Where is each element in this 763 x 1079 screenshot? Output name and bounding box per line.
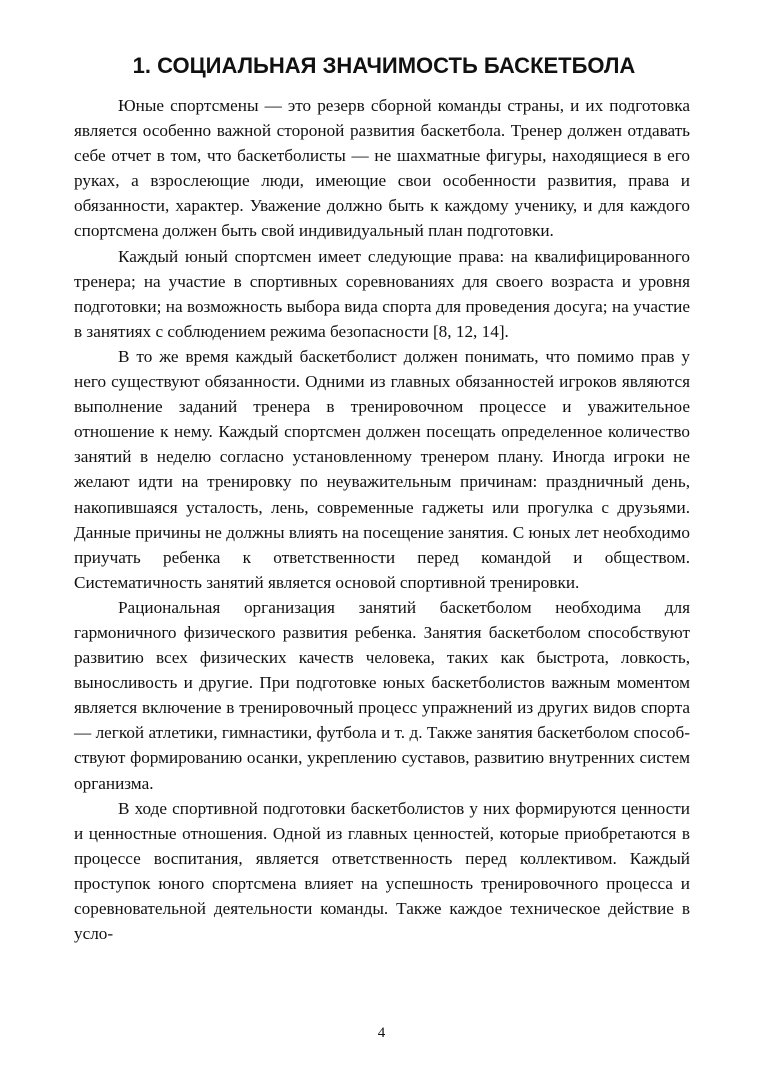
page-number: 4	[377, 1025, 386, 1041]
body-text	[74, 93, 690, 946]
paragraph-1: Юные спортсмены — это резерв сборной команды страны, и их подготовка является особенно важной стороной развития баскетбола. Тренер должен отдавать себе отчет в том, что баскетболисты — не шахматные фигуры, находящиеся в его руках, а взрослеющие люди, имеющие свои особенности развития, права и обязанности, характер. Уважение должно быть к каждому ученику, и для каждого спортсмена должен быть свой индивидуальный план подготовки.	[74, 96, 690, 241]
paragraph-4: Рациональная организация занятий баскетболом необходима для гармоничного физического развития ребенка. Занятия баскетболом способствуют развитию всех физических качеств человека, таких как быстрота, ловкость, выносливость и другие. При подготовке юных баскетболистов важным моментом является включение в тренировочный процесс упражнений из других видов спорта — легкой атлетики, гимнастики, футбола и т. д. Также занятия баскетболом способствуют формированию осанки, укреплению суставов, развитию внутренних систем организма.	[74, 597, 690, 793]
paragraph-3: В то же время каждый баскетболист должен понимать, что помимо прав у него существуют обязанности. Одними из главных обязанностей игроков являются выполнение заданий тренера в тренировочном процессе и уважительное отношение к нему. Каждый спортсмен должен посещать определенное количество занятий в неделю согласно установленному тренером плану. Иногда игроки не желают идти на тренировку по неуважительным причинам: праздничный день, накопившаяся усталость, лень, современные гаджеты или прогулка с друзьями. Данные причины не должны влиять на посещение занятия. С юных лет необходимо приучать ребенка к ответственности перед командой и обществом. Систематичность занятий является основой спортивной тренировки.	[74, 346, 690, 592]
page-title: 1. СОЦИАЛЬНАЯ ЗНАЧИМОСТЬ БАСКЕТБОЛА	[132, 53, 636, 78]
paragraph-5: В ходе спортивной подготовки баскетболистов у них формируются ценности и ценностные отношения. Одной из главных ценностей, которые приобретаются в процессе воспитания, является ответственность перед коллективом. Каждый проступок юного спортсмена влияет на успешность тренировочного процесса и соревновательной деятельности команды. Также каждое техническое действие в усло-	[74, 798, 690, 944]
paragraph-2: Каждый юный спортсмен имеет следующие права: на квалифицированного тренера; на участие в спортивных соревнованиях для своего возраста и уровня подготовки; на возможность выбора вида спорта для проведения досуга; на участие в занятиях с соблюдением режима безопасности [8, 12, 14].	[74, 246, 690, 341]
